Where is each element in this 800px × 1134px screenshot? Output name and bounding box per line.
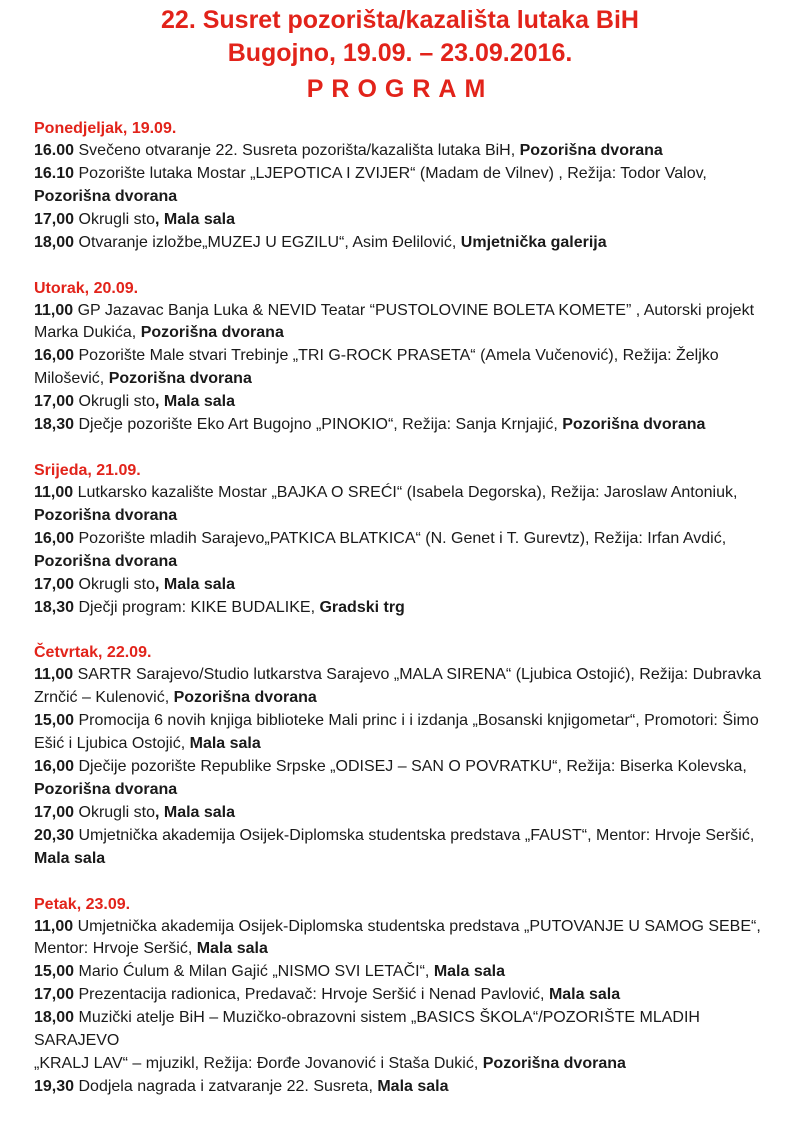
schedule-entry [34,209,784,232]
entry-time: 16.00 [34,142,75,159]
entry-time: 17,00 [34,393,75,411]
entry-text: „KRALJ LAV“ – mjuzikl, Režija: Đorđe Jovanović i Staša Dukić, [34,1055,483,1072]
entry-text: Promocija 6 novih knjiga biblioteke Mali princ i i izdanja „Bosanski knjigometar“, Promotori: Šimo Ešić i Ljubica Ostojić, [34,712,759,753]
entry-text: Mario Ćulum & Milan Gajić „NISMO SVI LETAČI“, [74,963,434,981]
entry-time: 15,00 [34,963,75,981]
day-block-thursday [34,642,784,870]
program-label: PROGRAM [306,75,494,103]
entry-time: 17,00 [34,575,75,593]
entry-text: Pozorište mladih Sarajevo„PATKICA BLATKICA“ (N. Genet i T. Gurevtz), Režija: Irfan Avdić, [74,529,727,547]
entry-text: Dječji program: KIKE BUDALIKE, [74,598,320,616]
entry-venue: Pozorišna dvorana [562,416,706,434]
entry-time: 18,00 [34,1009,75,1027]
entry-text: Dječje pozorište Eko Art Bugojno „PINOKIO“, Režija: Sanja Krnjajić, [74,416,563,434]
entry-venue: Mala sala [196,940,268,958]
schedule-entry [34,1076,784,1099]
entry-time: 20,30 [34,826,75,844]
schedule-entry [34,391,784,414]
entry-text: GP Jazavac Banja Luka & NEVID Teatar “PUSTOLOVINE BOLETA KOMETE” , Autorski projekt Marka Dukića, [34,301,755,342]
entry-text: Otvaranje izložbe„MUZEJ U EGZILU“, Asim Đelilović, [74,233,461,251]
entry-text: Okrugli sto [74,393,155,411]
schedule-entry [34,414,784,437]
entry-venue: Pozorišna dvorana [34,187,178,205]
entry-text: Dodjela nagrada i zatvaranje 22. Susreta, [74,1077,378,1095]
schedule-entry [34,528,784,574]
schedule-entry [34,482,784,528]
day-heading: Ponedjeljak, 19.09. [34,120,177,137]
entry-venue: , Mala sala [154,575,236,593]
entry-time: 17,00 [34,803,75,821]
entry-time: 17,00 [34,986,75,1004]
day-block-wednesday [34,460,784,619]
schedule-entry [34,232,784,255]
entry-venue: Gradski trg [319,598,405,616]
entry-time: 16.10 [34,164,75,182]
schedule-entry [34,916,784,962]
schedule-entry [34,574,784,597]
entry-time: 11,00 [34,666,74,684]
schedule [34,118,784,1122]
entry-text: Dječije pozorište Republike Srpske „ODISEJ – SAN O POVRATKU“, Režija: Biserka Kolevska, [74,758,747,776]
entry-venue: Pozorišna dvorana [34,780,178,798]
entry-time: 17,00 [34,210,75,228]
entry-venue: Pozorišna dvorana [519,142,663,159]
day-heading: Srijeda, 21.09. [34,461,141,479]
entry-time: 11,00 [34,301,74,319]
entry-venue: , Mala sala [154,803,236,821]
entry-text: SARTR Sarajevo/Studio lutkarstva Sarajevo „MALA SIRENA“ (Ljubica Ostojić), Režija: Dubravka Zrnčić – Kulenović, [34,666,762,707]
entry-text: Pozorište lutaka Mostar „LJEPOTICA I ZVIJER“ (Madam de Vilnev) , Režija: Todor Valov, [74,164,707,182]
schedule-entry [34,140,784,163]
entry-venue: Umjetnička galerija [460,233,607,251]
entry-venue: Pozorišna dvorana [34,506,178,524]
schedule-entry [34,1053,784,1076]
schedule-entry [34,825,784,871]
entry-time: 19,30 [34,1077,75,1095]
schedule-entry [34,961,784,984]
day-heading: Četvrtak, 22.09. [34,644,152,662]
program-header [0,0,800,106]
entry-venue: Pozorišna dvorana [173,689,317,707]
entry-text: Umjetnička akademija Osijek-Diplomska studentska predstava „PUTOVANJE U SAMOG SEBE“, Mentor: Hrvoje Seršić, [34,917,761,958]
day-heading: Utorak, 20.09. [34,279,139,297]
entry-text: Umjetnička akademija Osijek-Diplomska studentska predstava „FAUST“, Mentor: Hrvoje Seršić, [74,826,755,844]
entry-venue: , Mala sala [154,393,236,411]
festival-dates: Bugojno, 19.09. – 23.09.2016. [227,39,573,67]
entry-time: 16,00 [34,347,75,365]
entry-text: Okrugli sto [74,803,155,821]
entry-venue: Pozorišna dvorana [34,552,178,570]
day-block-friday [34,894,784,1099]
schedule-entry [34,300,784,346]
entry-text: Okrugli sto [74,210,155,228]
schedule-entry [34,756,784,802]
schedule-entry [34,1007,784,1053]
entry-time: 16,00 [34,529,75,547]
entry-venue: Pozorišna dvorana [482,1055,626,1072]
entry-venue: Pozorišna dvorana [140,324,284,342]
schedule-entry [34,984,784,1007]
entry-text: Lutkarsko kazalište Mostar „BAJKA O SREĆI“ (Isabela Degorska), Režija: Jaroslaw Antoniuk, [73,483,738,501]
entry-time: 11,00 [34,483,74,501]
entry-text: Prezentacija radionica, Predavač: Hrvoje Seršić i Nenad Pavlović, [74,986,549,1004]
entry-venue: Mala sala [34,849,106,867]
day-block-tuesday [34,278,784,437]
entry-text: Pozorište Male stvari Trebinje „TRI G-ROCK PRASETA“ (Amela Vučenović), Režija: Željko Milošević, [34,347,719,388]
schedule-entry [34,163,784,209]
entry-venue: Pozorišna dvorana [108,370,252,388]
entry-text: Muzički atelje BiH – Muzičko-obrazovni sistem „BASICS ŠKOLA“/POZORIŠTE MLADIH SARAJEVO [34,1009,700,1050]
entry-time: 15,00 [34,712,75,730]
entry-time: 18,00 [34,233,75,251]
entry-text: Svečeno otvaranje 22. Susreta pozorišta/kazališta lutaka BiH, [74,142,520,159]
schedule-entry [34,710,784,756]
entry-venue: Mala sala [189,735,261,753]
schedule-entry [34,802,784,825]
entry-venue: Mala sala [548,986,621,1004]
entry-text: Okrugli sto [74,575,155,593]
day-heading: Petak, 23.09. [34,895,131,913]
entry-time: 11,00 [34,917,74,935]
entry-time: 18,30 [34,598,75,616]
schedule-entry [34,664,784,710]
entry-venue: Mala sala [433,963,505,981]
entry-venue: Mala sala [377,1077,449,1095]
festival-title: 22. Susret pozorišta/kazališta lutaka BiH [161,6,639,34]
entry-time: 18,30 [34,416,75,434]
entry-venue: , Mala sala [154,210,236,228]
day-block-monday [34,118,784,255]
schedule-entry [34,345,784,391]
entry-time: 16,00 [34,758,75,776]
schedule-entry [34,597,784,620]
